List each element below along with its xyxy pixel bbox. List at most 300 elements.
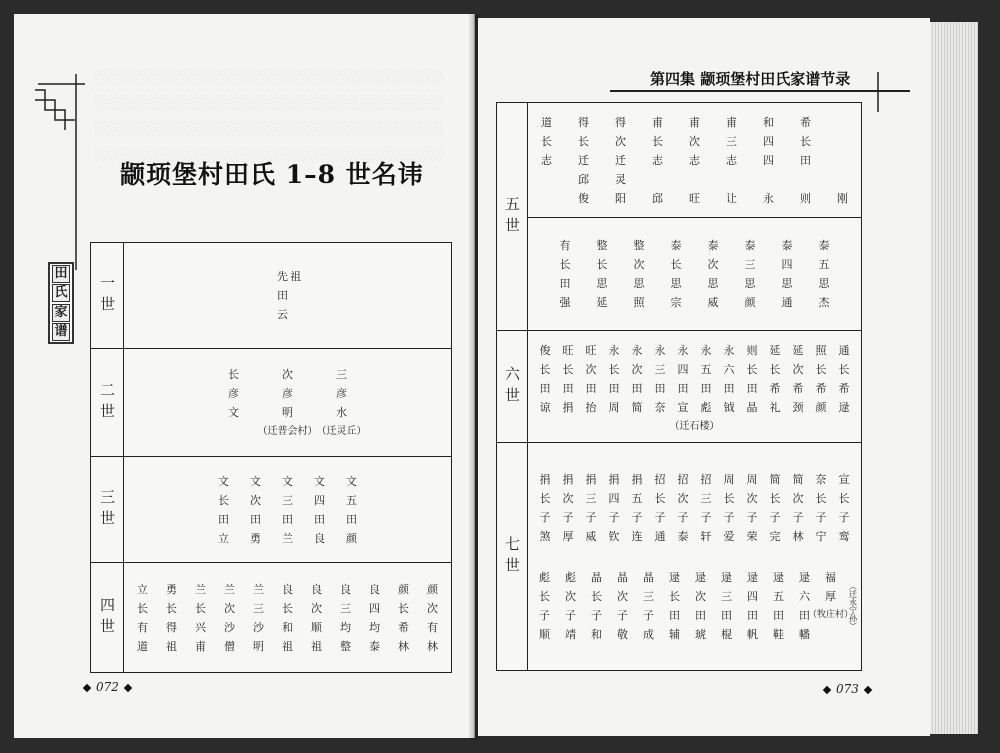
name-column bbox=[662, 568, 688, 644]
name-char: 林 bbox=[792, 529, 804, 543]
name-column bbox=[639, 113, 676, 208]
generation-label: 二世 bbox=[91, 349, 124, 457]
name-char: 长 bbox=[137, 601, 148, 615]
name-char: 文 bbox=[218, 474, 229, 488]
name-char: 五 bbox=[818, 258, 830, 271]
name-char: 勇 bbox=[250, 531, 261, 545]
name-char: 有 bbox=[137, 620, 148, 634]
name-char: （牧庄村） bbox=[808, 609, 854, 620]
name-char: 招 bbox=[700, 472, 712, 486]
name-char: 文 bbox=[314, 474, 325, 488]
name-char: 长 bbox=[669, 589, 680, 603]
name-char: 良 bbox=[369, 582, 380, 596]
name-char: 辅 bbox=[669, 627, 680, 641]
name-column bbox=[718, 341, 741, 417]
name-char: 长 bbox=[539, 589, 550, 603]
name-char: 俊 bbox=[539, 344, 551, 357]
name-char: 四 bbox=[763, 153, 774, 167]
name-char: 子 bbox=[562, 510, 574, 524]
name-char: 晶 bbox=[591, 570, 602, 584]
name-char: 通 bbox=[781, 296, 793, 309]
name-column bbox=[766, 568, 792, 644]
name-char: 长 bbox=[282, 601, 293, 615]
name-char: 子 bbox=[677, 510, 689, 524]
name-char: 奈 bbox=[815, 472, 827, 486]
name-char: 思 bbox=[633, 277, 645, 290]
name-char: 次 bbox=[427, 601, 438, 615]
name-char: 五 bbox=[346, 493, 357, 507]
name-char: 田 bbox=[800, 153, 811, 167]
name-char: 宣 bbox=[677, 401, 689, 414]
names-cell bbox=[124, 563, 452, 673]
name-char: 泰 bbox=[707, 239, 719, 252]
name-char: 长 bbox=[539, 363, 551, 376]
name-column bbox=[532, 568, 558, 644]
name-column bbox=[787, 113, 824, 208]
name-char bbox=[841, 113, 845, 132]
diamond-icon bbox=[823, 685, 831, 693]
name-char: 林 bbox=[427, 639, 438, 653]
name-column bbox=[750, 113, 787, 208]
name-char: 三 bbox=[700, 491, 712, 505]
name-char: 永 bbox=[700, 344, 712, 357]
name-char: 希 bbox=[815, 382, 827, 395]
name-char: 长 bbox=[654, 491, 666, 505]
name-char: 周 bbox=[746, 472, 758, 486]
name-column bbox=[565, 113, 602, 208]
generation-row bbox=[497, 218, 862, 331]
name-char: 长 bbox=[218, 493, 229, 507]
name-char: 完 bbox=[769, 529, 781, 543]
corner-ornament bbox=[30, 70, 90, 270]
name-char: 四 bbox=[763, 134, 774, 148]
generation-row bbox=[91, 243, 452, 349]
name-column bbox=[741, 470, 764, 546]
name-char: 捐 bbox=[562, 472, 574, 486]
name-char: 田 bbox=[723, 382, 735, 395]
name-char: 思 bbox=[596, 277, 608, 290]
name-char: 次 bbox=[224, 601, 235, 615]
name-column bbox=[186, 580, 215, 656]
name-column bbox=[360, 580, 389, 656]
name-char: 捐 bbox=[562, 401, 574, 414]
name-column bbox=[336, 472, 368, 548]
name-column bbox=[272, 472, 304, 548]
name-char bbox=[841, 170, 845, 189]
name-char: 希 bbox=[800, 115, 811, 129]
name-char: 逯 bbox=[747, 570, 758, 584]
name-char: 照 bbox=[633, 296, 645, 309]
name-char: 立 bbox=[137, 582, 148, 596]
chapter-header: 第四集 颛顼堡村田氏家谱节录 bbox=[650, 70, 851, 88]
name-column bbox=[331, 580, 360, 656]
page-number-right: 073 bbox=[818, 682, 877, 696]
name-char: 泰 bbox=[781, 239, 793, 252]
name-char: 逯 bbox=[695, 570, 706, 584]
name-char: 田 bbox=[700, 382, 712, 395]
name-char: 子 bbox=[723, 510, 735, 524]
name-char: 良 bbox=[314, 531, 325, 545]
names-cell bbox=[528, 443, 862, 671]
name-char: 煞 bbox=[539, 529, 551, 543]
name-char: 志 bbox=[689, 153, 700, 167]
name-char: 整 bbox=[596, 239, 608, 252]
name-char: 思 bbox=[707, 277, 719, 290]
name-column bbox=[695, 341, 718, 417]
name-char: 刚 bbox=[837, 191, 848, 205]
name-char: 四 bbox=[369, 601, 380, 615]
name-char bbox=[804, 170, 808, 189]
name-char: 甫 bbox=[652, 115, 663, 129]
name-char: 泰 bbox=[744, 239, 756, 252]
name-char: 希 bbox=[769, 382, 781, 395]
name-char: 道 bbox=[541, 115, 552, 129]
name-char: 长 bbox=[670, 258, 682, 271]
name-column bbox=[764, 341, 787, 417]
name-column bbox=[603, 470, 626, 546]
name-char: 立 bbox=[218, 531, 229, 545]
names-cell bbox=[528, 331, 862, 443]
names-cell bbox=[124, 457, 452, 563]
name-char: 鞋 bbox=[773, 627, 784, 641]
name-char: 子 bbox=[617, 608, 628, 622]
name-char: 颜 bbox=[744, 296, 756, 309]
name-char: 六 bbox=[723, 363, 735, 376]
name-char: 长 bbox=[578, 134, 589, 148]
page-title: 颛顼堡村田氏 1–8 世名讳 bbox=[120, 160, 424, 189]
name-char: 长 bbox=[195, 601, 206, 615]
diamond-icon bbox=[83, 683, 91, 691]
name-char: 永 bbox=[608, 344, 620, 357]
name-char: 迁 bbox=[615, 153, 626, 167]
name-char: 则 bbox=[800, 191, 811, 205]
name-char: 顺 bbox=[311, 620, 322, 634]
name-char: 长 bbox=[541, 134, 552, 148]
name-column bbox=[636, 568, 662, 644]
name-char: 延 bbox=[596, 296, 608, 309]
name-char: 彪 bbox=[700, 401, 712, 414]
name-char: 田 bbox=[669, 608, 680, 622]
name-char: 钺 bbox=[723, 401, 735, 414]
name-column bbox=[806, 236, 843, 312]
name-column bbox=[676, 113, 713, 208]
name-char: 三 bbox=[253, 601, 264, 615]
name-char: 三 bbox=[340, 601, 351, 615]
name-char: 灵 bbox=[615, 172, 626, 186]
name-char: 田 bbox=[314, 512, 325, 526]
name-char: 得 bbox=[578, 115, 589, 129]
name-char: 四 bbox=[747, 589, 758, 603]
name-column bbox=[626, 341, 649, 417]
name-char: 田 bbox=[654, 382, 666, 395]
name-char: 兰 bbox=[224, 582, 235, 596]
name-char: 福 bbox=[825, 570, 836, 584]
name-char: 颈 bbox=[792, 401, 804, 414]
name-char: 长 bbox=[838, 491, 850, 505]
name-char: 三 bbox=[654, 363, 666, 376]
header-ornament bbox=[868, 72, 888, 112]
name-char: 三 bbox=[744, 258, 756, 271]
name-char: 周 bbox=[608, 401, 620, 414]
name-column bbox=[695, 236, 732, 312]
name-char: 迁 bbox=[578, 153, 589, 167]
name-char: 田 bbox=[346, 512, 357, 526]
name-column bbox=[610, 568, 636, 644]
name-char bbox=[730, 170, 734, 189]
name-char: 思 bbox=[781, 277, 793, 290]
name-char: 晶 bbox=[643, 570, 654, 584]
name-char: 思 bbox=[818, 277, 830, 290]
name-column bbox=[695, 470, 718, 546]
name-char: 长 bbox=[723, 491, 735, 505]
name-column bbox=[718, 470, 741, 546]
name-char: 祖 bbox=[282, 639, 293, 653]
name-char: 四 bbox=[677, 363, 689, 376]
name-char: 长 bbox=[596, 258, 608, 271]
name-char bbox=[829, 625, 833, 644]
name-char: 长 bbox=[769, 491, 781, 505]
name-char: 僧 bbox=[224, 639, 235, 653]
name-column bbox=[602, 113, 639, 208]
name-char: 照 bbox=[815, 344, 827, 357]
name-column bbox=[584, 236, 621, 312]
name-char: 整 bbox=[633, 239, 645, 252]
name-char: 旺 bbox=[562, 344, 574, 357]
name-char: 琥 bbox=[695, 627, 706, 641]
name-column: 先 田 云 bbox=[277, 270, 288, 321]
name-char: 田 bbox=[562, 382, 574, 395]
name-char: 子 bbox=[539, 510, 551, 524]
name-char: 次 bbox=[677, 491, 689, 505]
name-char: 志 bbox=[652, 153, 663, 167]
generation-label: 一世 bbox=[91, 243, 124, 349]
name-char: 长 bbox=[815, 491, 827, 505]
name-char: 得 bbox=[166, 620, 177, 634]
name-char: 靖 bbox=[565, 627, 576, 641]
name-column bbox=[787, 341, 810, 417]
name-char: 次 bbox=[311, 601, 322, 615]
name-char: 长 bbox=[559, 258, 571, 271]
diamond-icon bbox=[124, 683, 132, 691]
name-column bbox=[558, 568, 584, 644]
name-char: 田 bbox=[773, 608, 784, 622]
name-char: 宣 bbox=[838, 472, 850, 486]
name-column bbox=[769, 236, 806, 312]
generation-table-right bbox=[496, 102, 862, 671]
name-char: 五 bbox=[773, 589, 784, 603]
name-column: 次 彦 明 （迁普会村） bbox=[257, 367, 318, 437]
name-char: 顺 bbox=[539, 627, 550, 641]
name-char: 子 bbox=[654, 510, 666, 524]
name-column bbox=[714, 568, 740, 644]
name-char: 爱 bbox=[723, 529, 735, 543]
name-char: 厚 bbox=[562, 529, 574, 543]
generation-row bbox=[497, 443, 862, 671]
name-char: 礼 bbox=[769, 401, 781, 414]
name-char: 旺 bbox=[689, 191, 700, 205]
name-char: 田 bbox=[677, 382, 689, 395]
small-note: （迁永宁孙） bbox=[848, 581, 858, 630]
name-char: 子 bbox=[838, 510, 850, 524]
side-label-char: 氏 bbox=[52, 284, 70, 302]
name-char: 晶 bbox=[617, 570, 628, 584]
name-char: 田 bbox=[218, 512, 229, 526]
name-column bbox=[649, 470, 672, 546]
name-char: 思 bbox=[670, 277, 682, 290]
name-char: 奈 bbox=[654, 401, 666, 414]
name-char: 棍 bbox=[721, 627, 732, 641]
name-column bbox=[244, 580, 273, 656]
name-char: 甫 bbox=[689, 115, 700, 129]
name-char: 邱 bbox=[652, 191, 663, 205]
name-char: 田 bbox=[585, 382, 597, 395]
name-char: 通 bbox=[838, 344, 850, 357]
name-column bbox=[240, 472, 272, 548]
name-char: 永 bbox=[654, 344, 666, 357]
name-column bbox=[580, 470, 603, 546]
name-char: 三 bbox=[282, 493, 293, 507]
name-column bbox=[215, 580, 244, 656]
name-char: 四 bbox=[608, 491, 620, 505]
generation-row bbox=[91, 457, 452, 563]
name-char: 长 bbox=[398, 601, 409, 615]
name-char: 良 bbox=[282, 582, 293, 596]
name-char: 子 bbox=[792, 510, 804, 524]
name-char: 周 bbox=[723, 472, 735, 486]
name-char: 长 bbox=[652, 134, 663, 148]
name-char: 永 bbox=[631, 344, 643, 357]
name-char: 颜 bbox=[427, 582, 438, 596]
name-char: 祖 bbox=[311, 639, 322, 653]
name-char: 鸾 bbox=[838, 529, 850, 543]
name-char: 延 bbox=[769, 344, 781, 357]
names-cell bbox=[124, 349, 452, 457]
name-char: 逯 bbox=[799, 570, 810, 584]
name-char: 长 bbox=[562, 363, 574, 376]
name-char: 旺 bbox=[585, 344, 597, 357]
name-char: 次 bbox=[631, 363, 643, 376]
name-char: 田 bbox=[631, 382, 643, 395]
name-char: 甫 bbox=[195, 639, 206, 653]
name-char: 简 bbox=[769, 472, 781, 486]
name-char: 子 bbox=[585, 510, 597, 524]
name-column bbox=[649, 341, 672, 417]
name-char: 谅 bbox=[539, 401, 551, 414]
name-column bbox=[580, 341, 603, 417]
name-char: 田 bbox=[747, 608, 758, 622]
name-char: 晶 bbox=[746, 401, 758, 414]
name-char: 田 bbox=[721, 608, 732, 622]
name-char: 捐 bbox=[631, 472, 643, 486]
name-char: 俊 bbox=[578, 191, 589, 205]
name-column bbox=[584, 568, 610, 644]
name-char: 思 bbox=[744, 277, 756, 290]
name-char: 捐 bbox=[539, 472, 551, 486]
name-column bbox=[810, 341, 833, 417]
name-column: 长 彦 文 bbox=[228, 367, 239, 419]
name-char: 颜 bbox=[815, 401, 827, 414]
name-char: 次 bbox=[792, 363, 804, 376]
name-char: 敬 bbox=[617, 627, 628, 641]
header-rule bbox=[610, 90, 910, 92]
name-char: 延 bbox=[792, 344, 804, 357]
name-char: 子 bbox=[608, 510, 620, 524]
generation-row bbox=[497, 331, 862, 443]
name-char: 兰 bbox=[282, 531, 293, 545]
name-column bbox=[557, 341, 580, 417]
name-char: 长 bbox=[608, 363, 620, 376]
name-char: 四 bbox=[781, 258, 793, 271]
name-char: 希 bbox=[398, 620, 409, 634]
name-char bbox=[656, 170, 660, 189]
name-column bbox=[740, 568, 766, 644]
page-edges bbox=[930, 22, 978, 734]
name-char: 次 bbox=[695, 589, 706, 603]
name-char: 子 bbox=[769, 510, 781, 524]
name-char: 次 bbox=[250, 493, 261, 507]
name-char: 邱 bbox=[578, 172, 589, 186]
name-column bbox=[810, 470, 833, 546]
name-char: 招 bbox=[677, 472, 689, 486]
name-char: 逯 bbox=[773, 570, 784, 584]
page-number-left: 072 bbox=[78, 680, 137, 694]
name-char: 轩 bbox=[700, 529, 712, 543]
name-char: 次 bbox=[617, 589, 628, 603]
name-char: 长 bbox=[539, 491, 551, 505]
name-column bbox=[389, 580, 418, 656]
name-char: 次 bbox=[707, 258, 719, 271]
name-char: 田 bbox=[746, 382, 758, 395]
name-char: 帆 bbox=[747, 627, 758, 641]
name-char: 田 bbox=[799, 608, 810, 622]
name-column: 三 彦 水 （迁灵丘） bbox=[316, 367, 367, 437]
name-column bbox=[787, 470, 810, 546]
name-char: 沙 bbox=[224, 620, 235, 634]
name-column bbox=[273, 580, 302, 656]
side-label-char: 田 bbox=[52, 265, 70, 283]
name-char: 幡 bbox=[799, 627, 810, 641]
name-char: 三 bbox=[643, 589, 654, 603]
name-char: 彪 bbox=[565, 570, 576, 584]
name-char: 文 bbox=[346, 474, 357, 488]
name-char: 田 bbox=[695, 608, 706, 622]
name-char: 整 bbox=[340, 639, 351, 653]
name-char: 逯 bbox=[838, 401, 850, 414]
name-char: 长 bbox=[769, 363, 781, 376]
name-column bbox=[418, 580, 447, 656]
name-char: 简 bbox=[792, 472, 804, 486]
name-char: 良 bbox=[311, 582, 322, 596]
name-char: 次 bbox=[615, 134, 626, 148]
name-char: 田 bbox=[250, 512, 261, 526]
name-column bbox=[833, 341, 856, 417]
name-column bbox=[688, 568, 714, 644]
diamond-icon bbox=[864, 685, 872, 693]
name-char: 希 bbox=[838, 382, 850, 395]
name-char: 泰 bbox=[369, 639, 380, 653]
name-char: 文 bbox=[250, 474, 261, 488]
name-char: 次 bbox=[746, 491, 758, 505]
name-char: 明 bbox=[253, 639, 264, 653]
name-char: 杰 bbox=[818, 296, 830, 309]
name-char: 沙 bbox=[253, 620, 264, 634]
name-char: 宁 bbox=[815, 529, 827, 543]
name-char: 子 bbox=[746, 510, 758, 524]
name-char: 捐 bbox=[585, 472, 597, 486]
name-char: 次 bbox=[585, 363, 597, 376]
name-char: 田 bbox=[539, 382, 551, 395]
name-char: 逯 bbox=[721, 570, 732, 584]
